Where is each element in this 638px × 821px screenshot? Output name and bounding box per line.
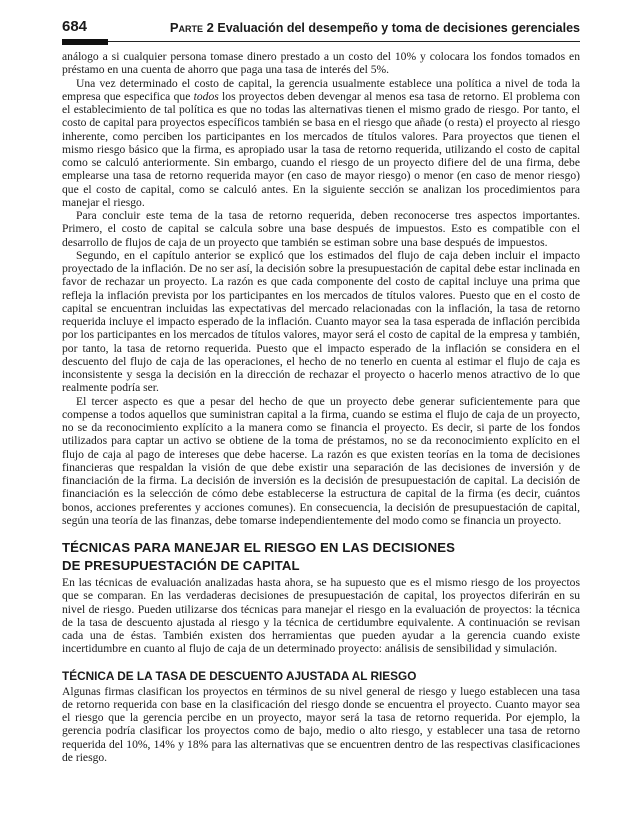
page-header bbox=[62, 14, 580, 38]
emphasis: todos bbox=[193, 89, 219, 103]
section-heading bbox=[62, 539, 580, 575]
paragraph: Para concluir este tema de la tasa de retorno requerida, deben reconocerse tres aspectos importantes. Primero, el costo de capital se calcula sobre una base después de impuestos. Esto es compatible con el desarrollo de flujos de caja de un proyecto que también se estiman sobre una base después de impuestos. bbox=[62, 209, 580, 249]
part-title: Evaluación del desempeño y toma de decisiones gerenciales bbox=[217, 21, 580, 35]
paragraph: El tercer aspecto es que a pesar del hecho de que un proyecto debe generar suficientemente para que compense a todos aquellos que suministran capital a la firma, cuando se estima el flujo de caja de un proyecto, no se da reconocimiento explícito a la manera como se financia el proyecto. Es decir, si parte de los fondos utilizados para captar un activo se obtiene de la toma de préstamos, no se da reconocimiento explícito en el flujo de caja al pago de intereses que debe hacerse. La razón es que existen teorías en la toma de decisiones financieras que respaldan la visión de que debe existir una separación de las decisiones de inversión y de financiación de la firma. La decisión de inversión es la decisión de presupuestación de capital. La decisión de financiación es la selección de cómo debe establecerse la estructura de capital de la firma (es decir, cuántos bonos, acciones preferentes y acciones comunes). En consecuencia, la decisión de presupuestación de capital, según una teoría de las finanzas, debe tomarse independientemente del modo como se financia un proyecto. bbox=[62, 394, 580, 527]
part-label: Parte 2 bbox=[169, 20, 214, 35]
header-rule-line bbox=[62, 41, 580, 42]
paragraph: análogo a si cualquier persona tomase dinero prestado a un costo del 10% y colocara los fondos tomados en préstamo en una cuenta de ahorro que paga una tasa de interés del 5%. bbox=[62, 50, 580, 77]
section-paragraph: En las técnicas de evaluación analizadas hasta ahora, se ha supuesto que es el mismo riesgo de los proyectos que se comparan. En las verdaderas decisiones de presupuestación de capital, los proyectos diferirán en su nivel de riesgo. Pueden utilizarse dos técnicas para manejar el riesgo en la evaluación de proyectos: la técnica de la tasa de descuento ajustada al riesgo y la técnica de certidumbre equivalente. A continuación se revisan cada una de éstas. También existen dos herramientas que pueden ayudar a la gerencia cuando existe incertidumbre en cuanto al flujo de caja de un determinado proyecto: análisis de sensibilidad y simulación. bbox=[62, 576, 580, 656]
paragraph: Segundo, en el capítulo anterior se explicó que los estimados del flujo de caja deben incluir el impacto proyectado de la inflación. De no ser así, la decisión sobre la presupuestación de capital debe estar inclinada en favor de rechazar un proyecto. La razón es que cada componente del costo de capital incluye una prima que refleja la inflación prevista por los participantes en los mercados de títulos valores. Puesto que en el costo de capital se encuentran incluidas las expectativas del mercado relacionadas con la inflación, la tasa de retorno requerida incluye el impacto esperado de la inflación. Cuanto mayor sea la tasa esperada de inflación percibida por los participantes en los mercados de títulos valores, mayor será el costo de capital de la empresa y también, por tanto, la tasa de retorno requerida. Puesto que el impacto esperado de la inflación se considera en el descuento del flujo de caja de las operaciones, el hecho de no tenerlo en cuenta al estimar el flujo de caja es inconsistente y sesga la decisión en la dirección de rechazar el proyecto o hacerlo menos atractivo de lo que realmente podría ser. bbox=[62, 248, 580, 395]
body-text bbox=[62, 50, 580, 764]
subsection-heading: TÉCNICA DE LA TASA DE DESCUENTO AJUSTADA AL RIESGO bbox=[62, 668, 417, 683]
page-number: 684 bbox=[62, 18, 88, 35]
section-heading-line1: TÉCNICAS PARA MANEJAR EL RIESGO EN LAS DECISIONES bbox=[62, 540, 456, 555]
paragraph: Una vez determinado el costo de capital, la gerencia usualmente establece una política a nivel de toda la empresa que especifica que todos los proyectos deben devengar al menos esa tasa de retorno. El problema con el establecimiento de tal política es que no todas las alternativas tienen el mismo grado de riesgo. Por tanto, el costo de capital para proyectos específicos también se basa en el riesgo que añade (o resta) el proyecto al riesgo inherente, como perciben los participantes en los mercados de títulos valores. Para proyectos que tienen el mismo riesgo básico que la firma, es apropiado usar la tasa de retorno requerida, utilizando el costo de capital como se calculó anteriormente. Sin embargo, cuando el riesgo de un proyecto difiere del de una firma, debe emplearse una tasa de retorno requerida mayor (en caso de mayor riesgo) o menor (en caso de menor riesgo) que el costo de capital, como se calculó antes. En la siguiente sección se analizan los procedimientos para manejar el riesgo. bbox=[62, 76, 580, 209]
running-head bbox=[170, 20, 580, 35]
header-rule-block bbox=[62, 39, 108, 45]
header-rule bbox=[62, 38, 580, 46]
section-heading-line2: DE PRESUPUESTACIÓN DE CAPITAL bbox=[62, 558, 300, 573]
subsection-paragraph: Algunas firmas clasifican los proyectos en términos de su nivel general de riesgo y luego establecen una tasa de retorno requerida con base en la clasificación del riesgo donde se encuentra el proyecto. Cuanto mayor sea el riesgo que la gerencia percibe en un proyecto, mayor será la tasa de retorno requerida. Por ejemplo, la gerencia podría clasificar los proyectos como de bajo, medio o alto riesgo, y establecer una tasa de retorno requerida del 10%, 14% y 18% para las alternativas que se encuentren dentro de las respectivas clasificaciones de riesgo. bbox=[62, 684, 580, 764]
